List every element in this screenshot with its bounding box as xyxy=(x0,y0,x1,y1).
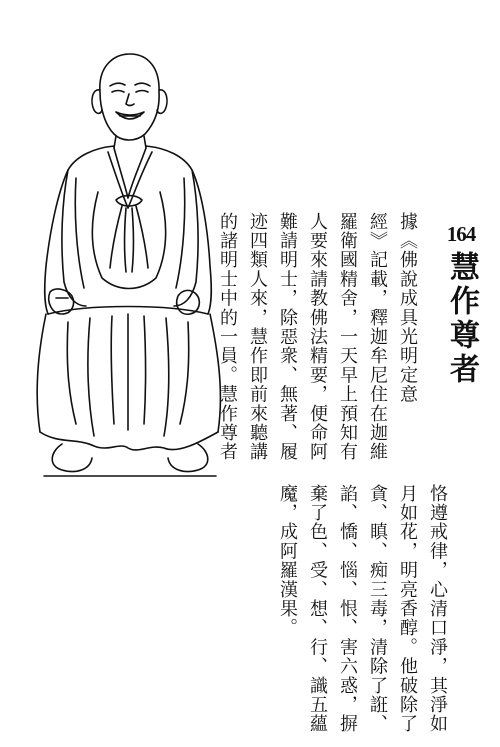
text-column: 的諸明士中的一員。慧作尊者 xyxy=(217,212,238,462)
text-column: 恪遵戒律，心清口淨，其淨如 xyxy=(427,484,448,734)
figure-title: 慧作尊者 xyxy=(444,251,479,387)
arhat-illustration xyxy=(28,52,233,484)
text-column: 貪、瞋、痴三毒，清除了誑、 xyxy=(367,484,388,734)
text-column: 諂、憍、惱、恨、害六惑，摒 xyxy=(337,484,358,734)
body-text-lower xyxy=(272,484,452,744)
figure-number: 164 xyxy=(446,222,476,246)
text-column: 迹四類人來，慧作即前來聽講 xyxy=(247,212,268,462)
text-column: 難請明士，除惡衆、無著、履 xyxy=(277,212,298,462)
text-column: 月如花，明亮香醇。他破除了 xyxy=(397,484,418,734)
figure-heading xyxy=(444,222,478,387)
body-text-upper xyxy=(212,212,422,512)
text-column: 羅衛國精舍，一天早上預知有 xyxy=(337,212,358,462)
text-column: 人要來請教佛法精要，便命阿 xyxy=(307,212,328,462)
text-column: 魔，成阿羅漢果。 xyxy=(277,484,298,638)
text-column: 經》記載，釋迦牟尼住在迦維 xyxy=(367,212,388,462)
text-column: 據《佛說成具光明定意 xyxy=(397,212,418,404)
text-column: 棄了色、受、想、行、識五蘊 xyxy=(307,484,328,734)
